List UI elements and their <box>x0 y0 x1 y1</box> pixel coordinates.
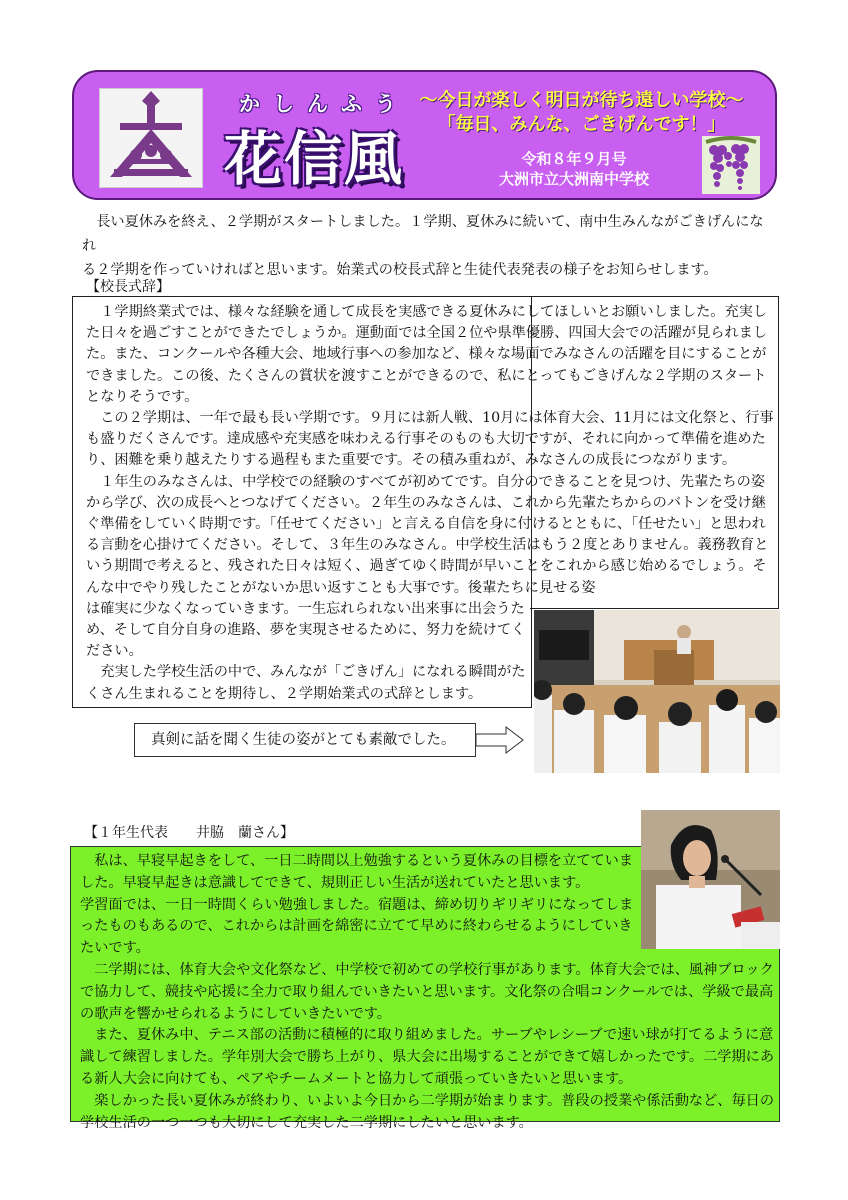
motto-line-2: 「毎日、みんな、ごきげんです！」 <box>437 114 726 135</box>
newsletter-title: 花信風 <box>224 125 405 193</box>
student-paragraph-1: 私は、早寝早起きをして、一日二時間以上勉強するという夏休みの目標を立てていました。早寝早起きは意識してできて、規則正しい生活が送れていたと思います。 <box>80 853 634 891</box>
principal-paragraph-1: １学期終業式では、様々な経験を通して成長を実感できる夏休みにしてほしいとお願いしました。充実した日々を過ごすことができたでしょうか。運動面では全国２位や県準優勝、四国大会での活躍が見られました。また、コンクールや各種大会、地域行事への参加など、様々な場面でみなさんの活躍を目にすることができました。この後、たくさんの賞状を渡すことができるので、私にとってもごきげんな２学期のスタートとなりそうです。 <box>86 304 768 405</box>
student-paragraph-4: 楽しかった長い夏休みが終わり、いよいよ今日から二学期が始まります。普段の授業や係活動など、毎日の学校生活の一つ一つも大切にして充実した二学期にしたいと思います。 <box>80 1092 775 1131</box>
student-paragraph-3: また、夏休み中、テニス部の活動に積極的に取り組めました。サーブやレシーブで速い球が打てるように意識して練習しました。学年別大会で勝ち上がり、県大会に出場することができて嬉しかったです。二学期にある新人大会に向けても、ペアやチームメートと協力して頑張っていきたいと思います。 <box>80 1027 775 1087</box>
intro-line-1: 長い夏休みを終え、２学期がスタートしました。１学期、夏休みに続いて、南中生みんながごきげんになれ <box>82 214 764 254</box>
student-paragraph-2: 二学期には、体育大会や文化祭など、中学校で初めての学校行事があります。体育大会では、風神ブロックで協力して、競技や応援に全力で取り組んでいきたいと思います。文化祭の合唱コンクールでは、学級で最高の歌声を響かせられるようにしていきたいです。 <box>80 961 774 1022</box>
student-paragraph-1b: 学習面では、一日一時間くらい勉強しました。宿題は、締め切りギリギリになってしまったものもあるので、これからは計画を綿密に立てて早めに終わらせるようにしていきたいです。 <box>80 896 634 957</box>
motto-line-1: ～今日が楽しく明日が待ち遠しい学校～ <box>419 90 744 111</box>
assembly-photo <box>534 610 780 773</box>
principal-paragraph-3-cont: は確実に少なくなっていきます。一生忘れられない出来事に出会うため、そして自分自身の進路、夢を実現させるために、努力を続けてください。 <box>86 600 526 660</box>
masthead-banner <box>72 70 777 200</box>
principal-paragraph-3: １年生のみなさんは、中学校での経験のすべてが初めてです。自分のできることを見つけ、先輩たちの姿から学び、次の成長へとつなげてください。２年生のみなさんは、これから先輩たちからのバトンを受け継ぐ準備をしていく時期です。「任せてください」と言える自信を身に付けるとともに、「任せたい」と思われる言動を心掛けてください。そして、３年生のみなさん。中学校生活はもう２度とありません。義務教育という期間で考えると、残された日々は短く、過ぎてゆく時間が早いことをこれから感じ始めるでしょう。そんな中でやり残したことがないか思い返すことも大事です。後輩たちに見せる姿 <box>86 473 769 596</box>
issue-date: 令和８年９月号 <box>521 150 627 168</box>
school-crest-icon <box>99 88 203 188</box>
arrow-right-icon <box>476 726 524 754</box>
photo-caption: 真剣に話を聞く生徒の姿がとても素敵でした。 <box>134 723 476 757</box>
student-speaker-photo <box>641 810 780 949</box>
student-heading: 【１年生代表 井脇 蘭さん】 <box>84 825 294 841</box>
principal-heading: 【校長式辞】 <box>86 279 170 295</box>
intro-line-2: る２学期を作っていければと思います。始業式の校長式辞と生徒代表発表の様子をお知らせします。 <box>82 262 718 278</box>
principal-paragraph-2: この２学期は、一年で最も長い学期です。９月には新人戦、10月には体育大会、11月には文化祭と、行事も盛りだくさんです。達成感や充実感を味わえる行事そのものも大切ですが、それに向かって準備を進めたり、困難を乗り越えたりする過程もまた重要です。その積み重ねが、みなさんの成長につながります。 <box>86 410 774 469</box>
school-name: 大洲市立大洲南中学校 <box>498 170 649 188</box>
principal-paragraph-4: 充実した学校生活の中で、みんなが「ごきげん」になれる瞬間がたくさん生まれることを期待し、２学期始業式の式辞とします。 <box>86 664 526 702</box>
intro-paragraph <box>82 210 772 282</box>
title-ruby: かしんふう <box>239 91 409 116</box>
wisteria-grapes-icon <box>702 136 760 194</box>
